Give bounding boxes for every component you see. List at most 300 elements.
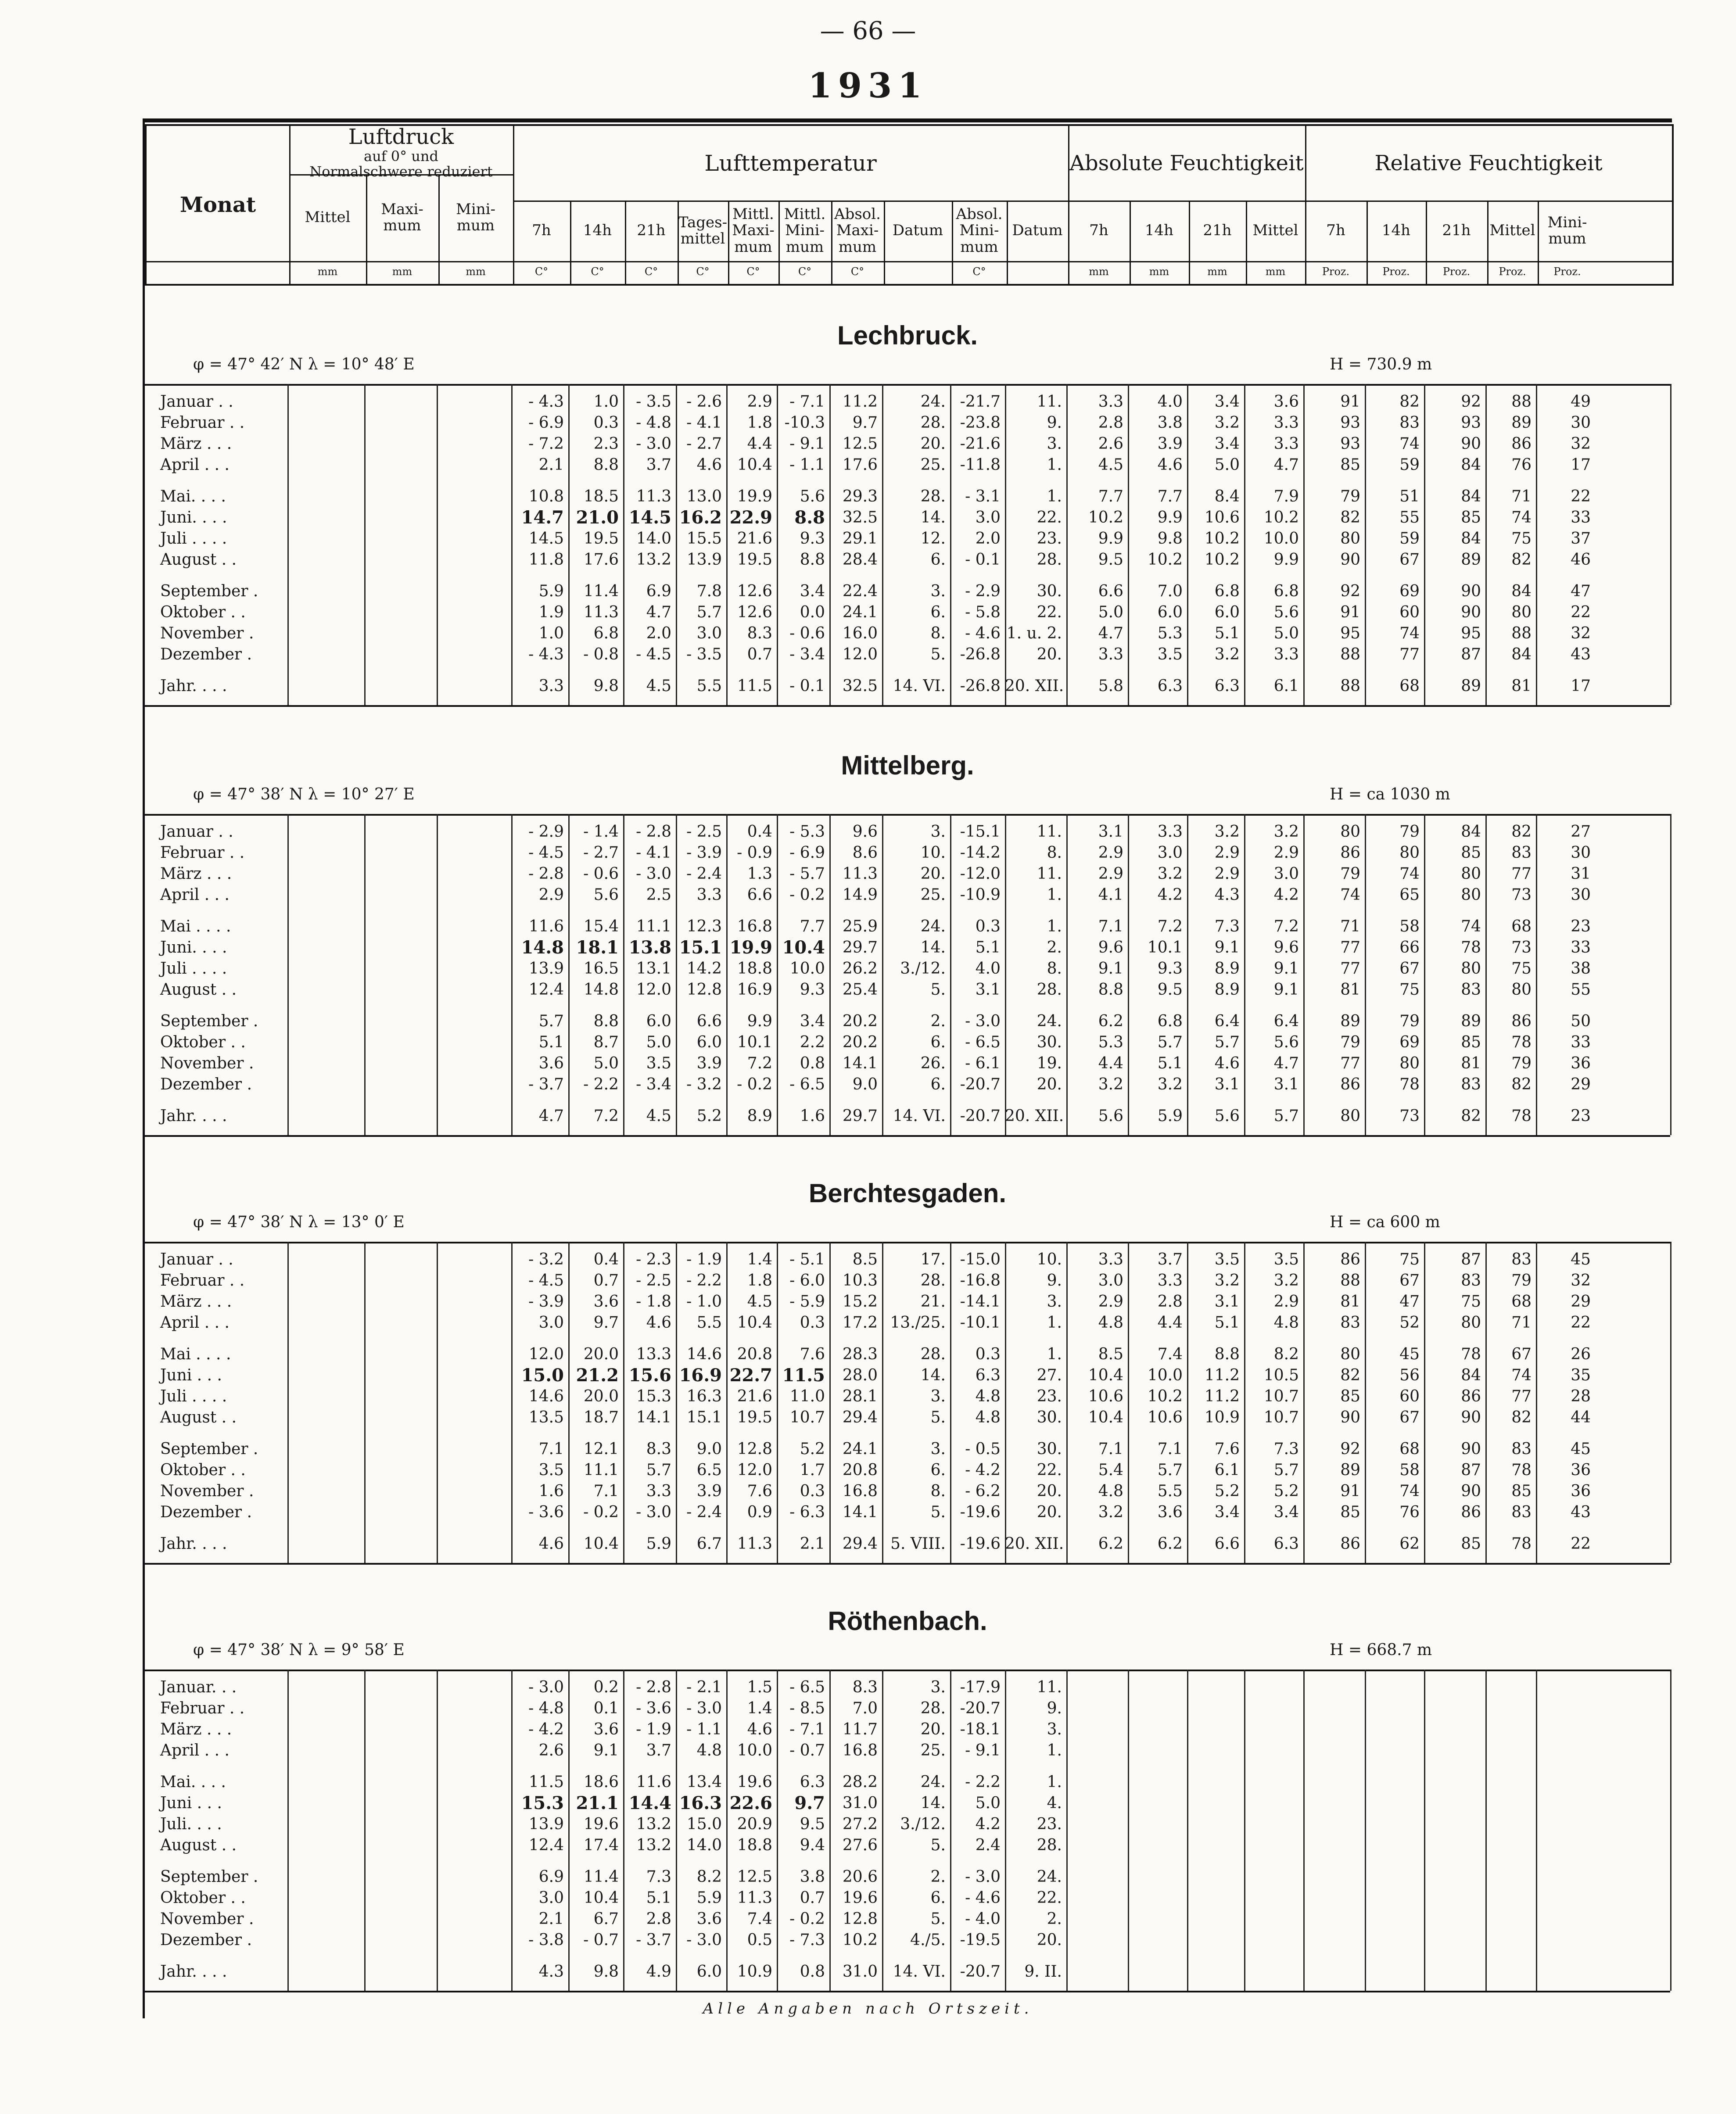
table-cell: 28. xyxy=(1037,1836,1062,1854)
table-cell: 4.7 xyxy=(646,603,671,621)
table-cell: 28. xyxy=(920,1699,946,1717)
table-cell: 2.9 xyxy=(1273,1293,1299,1311)
table-cell: 29.7 xyxy=(842,939,878,957)
table-cell: 90 xyxy=(1461,435,1481,453)
table-cell: 6.3 xyxy=(800,1773,825,1791)
table-cell: 28.3 xyxy=(842,1345,878,1363)
table-cell: 3. xyxy=(930,823,946,841)
table-cell: 8. xyxy=(930,1482,946,1500)
table-cell: 12.0 xyxy=(528,1345,564,1363)
table-cell: 27.6 xyxy=(842,1836,878,1854)
table-cell: 15.0 xyxy=(686,1815,722,1833)
table-cell: 21. xyxy=(920,1293,946,1311)
station-height: H = ca 1030 m xyxy=(1330,785,1450,803)
column-header: Mini-mum xyxy=(1547,213,1587,247)
column-divider xyxy=(1068,201,1069,284)
table-cell: 5.4 xyxy=(1098,1461,1123,1479)
table-cell: 12.8 xyxy=(686,981,722,999)
station-coordinates: φ = 47° 38′ N λ = 10° 27′ E xyxy=(193,785,415,803)
table-cell: 77 xyxy=(1399,645,1420,663)
table-cell: 22. xyxy=(1037,509,1062,527)
table-cell: 6.1 xyxy=(1214,1461,1240,1479)
table-cell: 86 xyxy=(1461,1387,1481,1405)
month-label: Januar. . . xyxy=(160,1678,237,1696)
table-cell: 1.7 xyxy=(800,1461,825,1479)
table-cell: 5. xyxy=(930,981,946,999)
month-label: Jahr. . . . xyxy=(160,677,227,695)
table-cell: 12.4 xyxy=(528,1836,564,1854)
table-cell: 82 xyxy=(1511,1075,1532,1093)
table-cell: 8. xyxy=(930,624,946,642)
column-header: Mini-mum xyxy=(456,200,495,234)
table-cell: 74 xyxy=(1461,917,1481,935)
table-cell: 9.1 xyxy=(593,1741,619,1759)
table-cell: - 3.6 xyxy=(528,1503,564,1521)
table-cell: 14. VI. xyxy=(893,1107,946,1125)
table-cell: 3.2 xyxy=(1157,865,1183,883)
table-cell: 24. xyxy=(1037,1012,1062,1030)
table-cell: 9.7 xyxy=(593,1314,619,1332)
table-cell: 6. xyxy=(930,1889,946,1907)
table-cell: 17.4 xyxy=(583,1836,619,1854)
table-cell: 27 xyxy=(1571,823,1591,841)
table-cell: - 5.8 xyxy=(965,603,1001,621)
table-cell: 67 xyxy=(1399,1408,1420,1426)
table-cell: 10.0 xyxy=(737,1741,772,1759)
table-cell: 3.7 xyxy=(1157,1250,1183,1268)
table-cell: 46 xyxy=(1571,551,1591,569)
table-cell: 93 xyxy=(1340,414,1360,432)
table-cell: 31.0 xyxy=(842,1963,878,1981)
table-cell: 10.4 xyxy=(1088,1408,1123,1426)
station-name: Berchtesgaden. xyxy=(808,1179,1007,1208)
table-cell: - 6.9 xyxy=(528,414,564,432)
table-cell: 1.6 xyxy=(538,1482,564,1500)
table-cell: -10.9 xyxy=(960,886,1001,904)
table-cell: - 4.2 xyxy=(965,1461,1001,1479)
table-cell: - 1.8 xyxy=(636,1293,671,1311)
table-cell: 9.1 xyxy=(1273,981,1299,999)
table-cell: 27.2 xyxy=(842,1815,878,1833)
table-cell: 1.0 xyxy=(593,393,619,411)
table-cell: 3.5 xyxy=(1273,1250,1299,1268)
table-cell: 3.1 xyxy=(1098,823,1123,841)
table-cell: 20. XII. xyxy=(1005,677,1064,695)
month-label: Mai. . . . xyxy=(160,1773,226,1791)
table-cell: 3.3 xyxy=(538,677,564,695)
table-rule xyxy=(145,384,1670,386)
table-cell: 12.6 xyxy=(737,582,772,600)
table-cell: 30. xyxy=(1037,1440,1062,1458)
table-cell: 2.9 xyxy=(1098,865,1123,883)
table-cell: 26.2 xyxy=(842,960,878,978)
table-cell: 73 xyxy=(1511,939,1532,957)
table-cell: - 2.4 xyxy=(686,865,722,883)
table-cell: 83 xyxy=(1511,1250,1532,1268)
table-cell: - 3.4 xyxy=(789,645,825,663)
table-cell: 1. xyxy=(1047,1741,1062,1759)
table-cell: 6.3 xyxy=(1273,1535,1299,1553)
table-cell: - 3.0 xyxy=(636,435,671,453)
table-cell: - 2.6 xyxy=(686,393,722,411)
table-cell: 6.8 xyxy=(1214,582,1240,600)
table-cell: 19.5 xyxy=(737,551,772,569)
table-cell: 6.5 xyxy=(696,1461,722,1479)
table-cell: 30. xyxy=(1037,582,1062,600)
table-cell: 3.3 xyxy=(646,1482,671,1500)
column-header: Mittel xyxy=(1252,222,1298,240)
table-cell: 21.6 xyxy=(737,530,772,548)
table-cell: 30. xyxy=(1037,1408,1062,1426)
table-cell: 75 xyxy=(1511,530,1532,548)
table-cell: 1. xyxy=(1047,1345,1062,1363)
table-cell: 3. xyxy=(930,582,946,600)
table-cell: 2.8 xyxy=(646,1910,671,1928)
table-cell: 2.9 xyxy=(1214,844,1240,862)
table-cell: 20. xyxy=(920,1720,946,1738)
table-cell: 3.4 xyxy=(1214,1503,1240,1521)
table-cell: 2.0 xyxy=(975,530,1001,548)
column-header: Datum xyxy=(892,222,943,240)
table-cell: 60 xyxy=(1399,1387,1420,1405)
month-label: April . . . xyxy=(160,886,230,904)
month-label: Januar . . xyxy=(160,1250,233,1268)
table-cell: 56 xyxy=(1399,1366,1420,1384)
table-cell: 8. xyxy=(1047,960,1062,978)
table-cell: 23. xyxy=(1037,530,1062,548)
table-cell: 0.3 xyxy=(800,1482,825,1500)
table-cell: 74 xyxy=(1511,1366,1532,1384)
table-cell: 3.4 xyxy=(1214,393,1240,411)
table-cell: 7.7 xyxy=(1098,487,1123,505)
month-label: September . xyxy=(160,1868,258,1886)
table-cell: 14.6 xyxy=(528,1387,564,1405)
table-cell: 3.3 xyxy=(1157,1272,1183,1290)
table-cell: - 2.9 xyxy=(528,823,564,841)
column-unit: Proz. xyxy=(1322,265,1350,278)
column-unit: C° xyxy=(534,265,549,278)
table-cell: - 3.0 xyxy=(965,1012,1001,1030)
table-cell: 7.8 xyxy=(696,582,722,600)
table-cell: 79 xyxy=(1340,1033,1360,1051)
month-label: September . xyxy=(160,582,258,600)
table-cell: 33 xyxy=(1571,1033,1591,1051)
table-rule xyxy=(145,814,1670,816)
table-cell: 5.5 xyxy=(696,677,722,695)
station-height: H = 730.9 m xyxy=(1330,355,1432,373)
table-cell: 1.8 xyxy=(747,1272,772,1290)
table-cell: 23 xyxy=(1571,917,1591,935)
table-cell: 76 xyxy=(1511,456,1532,474)
column-divider xyxy=(1187,1670,1188,1991)
table-cell: 16.2 xyxy=(679,507,722,528)
table-rule xyxy=(145,1135,1670,1137)
table-cell: 3.0 xyxy=(1098,1272,1123,1290)
table-cell: 11. xyxy=(1037,1678,1062,1696)
table-cell: 24. xyxy=(1037,1868,1062,1886)
table-cell: 1.0 xyxy=(538,624,564,642)
table-cell: -21.7 xyxy=(960,393,1001,411)
table-cell: 5.6 xyxy=(1273,603,1299,621)
table-cell: 28. xyxy=(1037,981,1062,999)
table-cell: 8.8 xyxy=(1214,1345,1240,1363)
table-cell: 20. xyxy=(1037,1075,1062,1093)
table-cell: 79 xyxy=(1399,823,1420,841)
table-cell: - 4.5 xyxy=(636,645,671,663)
column-divider xyxy=(570,201,571,284)
table-cell: 9.9 xyxy=(1157,509,1183,527)
table-cell: 3.6 xyxy=(696,1910,722,1928)
table-cell: 88 xyxy=(1511,393,1532,411)
column-divider xyxy=(1536,1670,1537,1991)
column-header: Mittl. Mini-mum xyxy=(784,205,826,256)
table-cell: 87 xyxy=(1461,1250,1481,1268)
table-cell: 45 xyxy=(1571,1250,1591,1268)
table-cell: 10.4 xyxy=(737,456,772,474)
table-cell: 6.1 xyxy=(1273,677,1299,695)
table-cell: 71 xyxy=(1511,1314,1532,1332)
table-cell: 4.4 xyxy=(1157,1314,1183,1332)
table-cell: 2.9 xyxy=(1098,1293,1123,1311)
table-cell: -12.0 xyxy=(960,865,1001,883)
table-cell: 3.3 xyxy=(1273,645,1299,663)
month-label: Januar . . xyxy=(160,823,233,841)
table-cell: 74 xyxy=(1399,1482,1420,1500)
station-height: H = ca 600 m xyxy=(1330,1213,1440,1231)
table-cell: 10.4 xyxy=(583,1889,619,1907)
table-cell: 28.0 xyxy=(842,1366,878,1384)
table-cell: 3.6 xyxy=(1273,393,1299,411)
table-cell: 5.1 xyxy=(1157,1054,1183,1072)
table-cell: 67 xyxy=(1399,1272,1420,1290)
table-cell: - 0.7 xyxy=(583,1931,619,1949)
column-divider xyxy=(678,201,679,284)
table-cell: 83 xyxy=(1461,1075,1481,1093)
table-cell: - 3.2 xyxy=(528,1250,564,1268)
table-cell: 12.0 xyxy=(636,981,671,999)
table-cell: 6.8 xyxy=(1157,1012,1183,1030)
table-cell: 4.6 xyxy=(646,1314,671,1332)
table-cell: 4.8 xyxy=(975,1408,1001,1426)
table-cell: 10.7 xyxy=(1263,1408,1299,1426)
table-cell: 77 xyxy=(1511,865,1532,883)
table-cell: 14. xyxy=(920,939,946,957)
column-divider xyxy=(287,1242,289,1563)
table-cell: 92 xyxy=(1340,582,1360,600)
table-cell: 7.2 xyxy=(1273,917,1299,935)
table-cell: 3.6 xyxy=(593,1720,619,1738)
column-divider xyxy=(1485,1670,1487,1991)
column-header: 21h xyxy=(1442,222,1471,240)
table-cell: 10. xyxy=(1037,1250,1062,1268)
month-label: Dezember . xyxy=(160,1931,252,1949)
station-block xyxy=(145,1165,1670,1577)
table-cell: 90 xyxy=(1461,582,1481,600)
table-cell: 1.5 xyxy=(747,1678,772,1696)
header-rel-feuchtigkeit: Relative Feuchtigkeit xyxy=(1374,150,1603,176)
table-cell: 4.7 xyxy=(1098,624,1123,642)
column-divider xyxy=(1487,201,1489,284)
table-cell: 11.6 xyxy=(528,917,564,935)
table-cell: -19.5 xyxy=(960,1931,1001,1949)
table-cell: 19. xyxy=(1037,1054,1062,1072)
table-cell: - 9.1 xyxy=(789,435,825,453)
table-cell: 22 xyxy=(1571,603,1591,621)
column-divider xyxy=(437,1670,438,1991)
table-cell: 11.2 xyxy=(1204,1366,1240,1384)
column-divider xyxy=(287,1670,289,1991)
table-cell: - 2.4 xyxy=(686,1503,722,1521)
table-cell: 80 xyxy=(1461,960,1481,978)
table-cell: 25. xyxy=(920,1741,946,1759)
table-cell: 9. xyxy=(1047,1272,1062,1290)
table-cell: 83 xyxy=(1461,981,1481,999)
table-cell: 25. xyxy=(920,456,946,474)
table-cell: 3.1 xyxy=(1214,1293,1240,1311)
table-cell: 7.1 xyxy=(538,1440,564,1458)
table-cell: 6.2 xyxy=(1098,1012,1123,1030)
table-cell: 14.9 xyxy=(842,886,878,904)
table-cell: 3.4 xyxy=(800,1012,825,1030)
column-divider xyxy=(625,201,626,284)
table-cell: 18.6 xyxy=(583,1773,619,1791)
column-unit: C° xyxy=(798,265,812,278)
table-cell: -20.7 xyxy=(960,1963,1001,1981)
table-cell: 9.7 xyxy=(852,414,878,432)
table-cell: 2.0 xyxy=(646,624,671,642)
table-cell: 3.2 xyxy=(1098,1503,1123,1521)
table-cell: 6.4 xyxy=(1214,1012,1240,1030)
table-cell: 5.2 xyxy=(1214,1482,1240,1500)
table-cell: 86 xyxy=(1461,1503,1481,1521)
table-cell: - 0.2 xyxy=(583,1503,619,1521)
table-cell: 10.4 xyxy=(1088,1366,1123,1384)
table-cell: 84 xyxy=(1461,823,1481,841)
table-cell: 12.0 xyxy=(737,1461,772,1479)
table-cell: - 2.5 xyxy=(636,1272,671,1290)
table-cell: 10.2 xyxy=(1088,509,1123,527)
table-cell: 4.9 xyxy=(646,1963,671,1981)
table-cell: 62 xyxy=(1399,1535,1420,1553)
table-cell: 12.8 xyxy=(737,1440,772,1458)
table-cell: 90 xyxy=(1461,1408,1481,1426)
table-cell: 17.6 xyxy=(842,456,878,474)
table-cell: 58 xyxy=(1399,1461,1420,1479)
table-cell: 59 xyxy=(1399,530,1420,548)
column-divider xyxy=(364,1242,366,1563)
table-cell: - 0.5 xyxy=(965,1440,1001,1458)
table-cell: - 4.5 xyxy=(528,1272,564,1290)
table-cell: - 0.9 xyxy=(737,844,772,862)
table-cell: 16.9 xyxy=(679,1365,722,1386)
table-cell: 59 xyxy=(1399,456,1420,474)
table-cell: 5.9 xyxy=(538,582,564,600)
table-cell: 2.3 xyxy=(593,435,619,453)
table-cell: 3.7 xyxy=(646,1741,671,1759)
table-cell: -15.0 xyxy=(960,1250,1001,1268)
table-cell: 2.9 xyxy=(538,886,564,904)
table-cell: 10.5 xyxy=(1263,1366,1299,1384)
table-cell: 6.7 xyxy=(593,1910,619,1928)
table-cell: 83 xyxy=(1511,844,1532,862)
month-label: Januar . . xyxy=(160,393,233,411)
table-cell: 22. xyxy=(1037,1889,1062,1907)
month-label: Mai. . . . xyxy=(160,487,226,505)
table-cell: 3. xyxy=(1047,1293,1062,1311)
table-cell: 0.8 xyxy=(800,1054,825,1072)
table-cell: 9. xyxy=(1047,1699,1062,1717)
table-cell: 5.3 xyxy=(1098,1033,1123,1051)
table-cell: 11.3 xyxy=(636,487,671,505)
table-cell: 8.8 xyxy=(593,456,619,474)
table-cell: - 1.0 xyxy=(686,1293,722,1311)
table-cell: 16.5 xyxy=(583,960,619,978)
table-cell: - 2.1 xyxy=(686,1678,722,1696)
table-cell: 3.0 xyxy=(975,509,1001,527)
table-cell: 14.4 xyxy=(628,1793,671,1813)
table-cell: 3.9 xyxy=(696,1482,722,1500)
table-cell: 92 xyxy=(1340,1440,1360,1458)
table-cell: 10. xyxy=(920,844,946,862)
table-cell: - 2.5 xyxy=(686,823,722,841)
table-cell: 74 xyxy=(1340,886,1360,904)
table-cell: - 3.7 xyxy=(528,1075,564,1093)
table-cell: 27. xyxy=(1037,1366,1062,1384)
table-cell: 9.9 xyxy=(1273,551,1299,569)
table-cell: 25.4 xyxy=(842,981,878,999)
table-cell: 15.5 xyxy=(686,530,722,548)
table-cell: 32.5 xyxy=(842,509,878,527)
table-cell: 24. xyxy=(920,393,946,411)
table-cell: - 3.0 xyxy=(636,865,671,883)
table-cell: 9.4 xyxy=(800,1836,825,1854)
table-cell: 90 xyxy=(1461,603,1481,621)
table-cell: - 4.5 xyxy=(528,844,564,862)
table-cell: 3.0 xyxy=(696,624,722,642)
table-cell: 47 xyxy=(1399,1293,1420,1311)
table-cell: 6.6 xyxy=(696,1012,722,1030)
table-cell: 1. xyxy=(1047,917,1062,935)
table-cell: 78 xyxy=(1461,1345,1481,1363)
table-cell: 13./25. xyxy=(890,1314,946,1332)
table-cell: -20.7 xyxy=(960,1699,1001,1717)
table-cell: 89 xyxy=(1511,414,1532,432)
table-cell: 80 xyxy=(1340,823,1360,841)
table-cell: 12.6 xyxy=(737,603,772,621)
table-cell: - 2.7 xyxy=(686,435,722,453)
table-rule xyxy=(145,1242,1670,1243)
table-cell: 20.2 xyxy=(842,1012,878,1030)
table-cell: 7.7 xyxy=(1157,487,1183,505)
table-cell: 8.3 xyxy=(852,1678,878,1696)
table-cell: 3.2 xyxy=(1214,645,1240,663)
table-cell: - 5.7 xyxy=(789,865,825,883)
month-label: Jahr. . . . xyxy=(160,1107,227,1125)
month-label: November . xyxy=(160,1054,254,1072)
month-label: März . . . xyxy=(160,1720,232,1738)
column-header: 14h xyxy=(1381,222,1411,240)
table-cell: -14.2 xyxy=(960,844,1001,862)
table-cell: 10.1 xyxy=(737,1033,772,1051)
table-cell: 14.1 xyxy=(842,1503,878,1521)
table-cell: 55 xyxy=(1399,509,1420,527)
table-cell: 12.8 xyxy=(842,1910,878,1928)
table-cell: 31.0 xyxy=(842,1794,878,1812)
table-cell: 86 xyxy=(1340,844,1360,862)
table-cell: 9.0 xyxy=(696,1440,722,1458)
table-cell: 78 xyxy=(1511,1033,1532,1051)
table-cell: - 6.5 xyxy=(789,1678,825,1696)
